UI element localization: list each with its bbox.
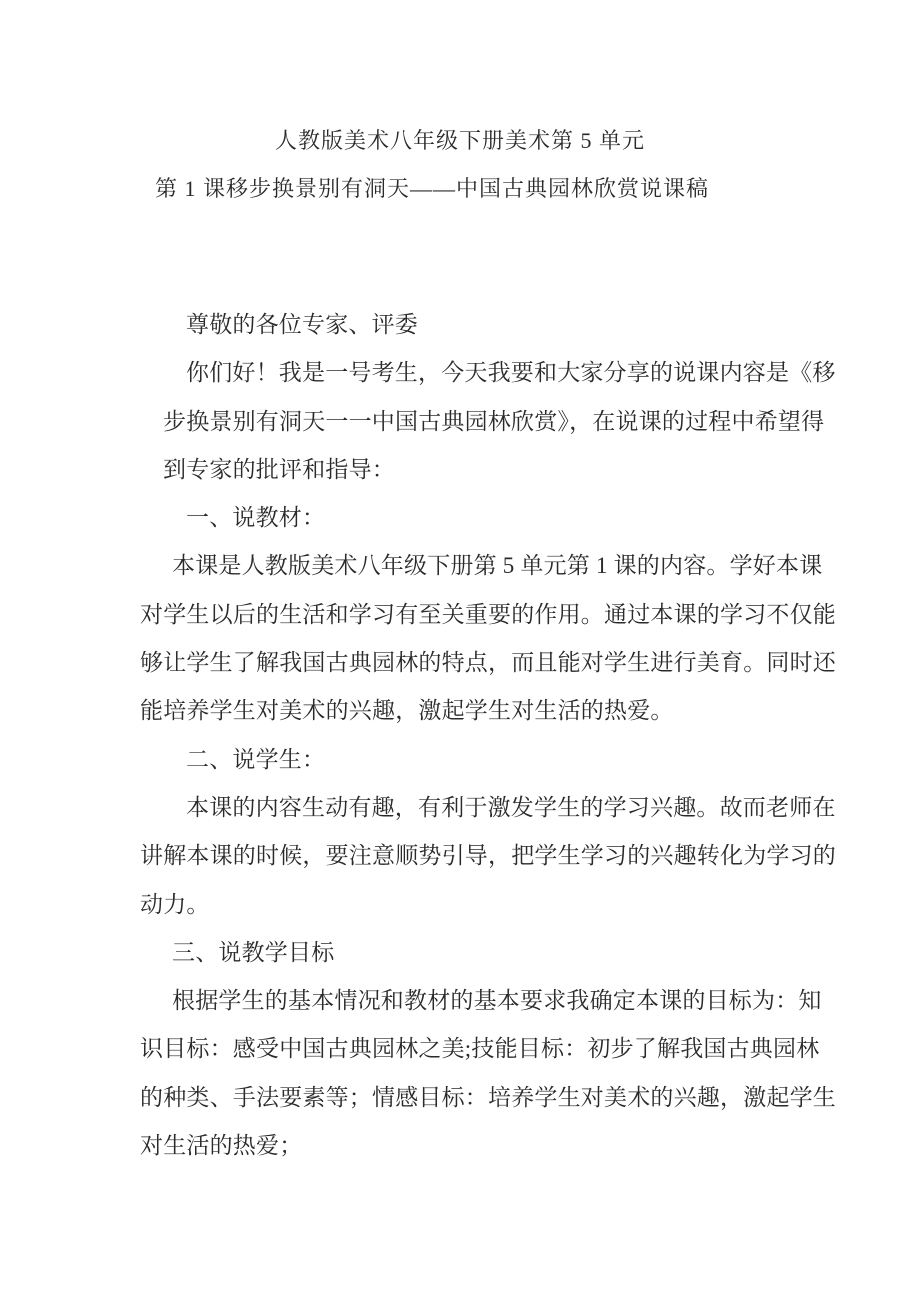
salutation-line: 尊敬的各位专家、评委 — [186, 312, 418, 337]
document-title-line-1: 人教版美术八年级下册美术第 5 单元 — [274, 128, 645, 153]
section-heading-2: 二、说学生： — [186, 746, 326, 772]
section-heading-1: 一、说教材： — [186, 505, 326, 531]
intro-line-1: 你们好！我是一号考生，今天我要和大家分享的说课内容是《移 — [186, 360, 836, 386]
title-body-spacer — [0, 213, 920, 301]
section-3-line-2: 识目标：感受中国古典园林之美;技能目标：初步了解我国古典园林 — [140, 1036, 820, 1062]
section-3-line-3: 的种类、手法要素等；情感目标：培养学生对美术的兴趣，激起学生 — [140, 1084, 836, 1110]
section-2-line-3: 动力。 — [140, 891, 210, 917]
section-2-line-1: 本课的内容生动有趣，有利于激发学生的学习兴趣。故而老师在 — [186, 794, 836, 820]
section-heading-3: 三、说教学目标 — [172, 939, 335, 965]
document-title-line-2: 第 1 课移步换景别有洞天——中国古典园林欣赏说课稿 — [154, 176, 709, 201]
document-body — [0, 301, 920, 1170]
section-1-line-3: 够让学生了解我国古典园林的特点，而且能对学生进行美育。同时还 — [140, 650, 836, 676]
section-3-line-4: 对生活的热爱； — [140, 1133, 303, 1159]
section-2-line-2: 讲解本课的时候，要注意顺势引导，把学生学习的兴趣转化为学习的 — [140, 843, 836, 869]
section-3-line-1: 根据学生的基本情况和教材的基本要求我确定本课的目标为：知 — [172, 988, 822, 1014]
section-1-line-4: 能培养学生对美术的兴趣，激起学生对生活的热爱。 — [140, 698, 674, 724]
section-1-line-2: 对学生以后的生活和学习有至关重要的作用。通过本课的学习不仅能 — [140, 601, 836, 627]
intro-line-2: 步换景别有洞天一一中国古典园林欣赏》，在说课的过程中希望得 — [163, 408, 825, 434]
section-1-line-1: 本课是人教版美术八年级下册第 5 单元第 1 课的内容。学好本课 — [172, 553, 823, 579]
document-header — [0, 0, 920, 213]
intro-line-3: 到专家的批评和指导： — [163, 456, 395, 482]
